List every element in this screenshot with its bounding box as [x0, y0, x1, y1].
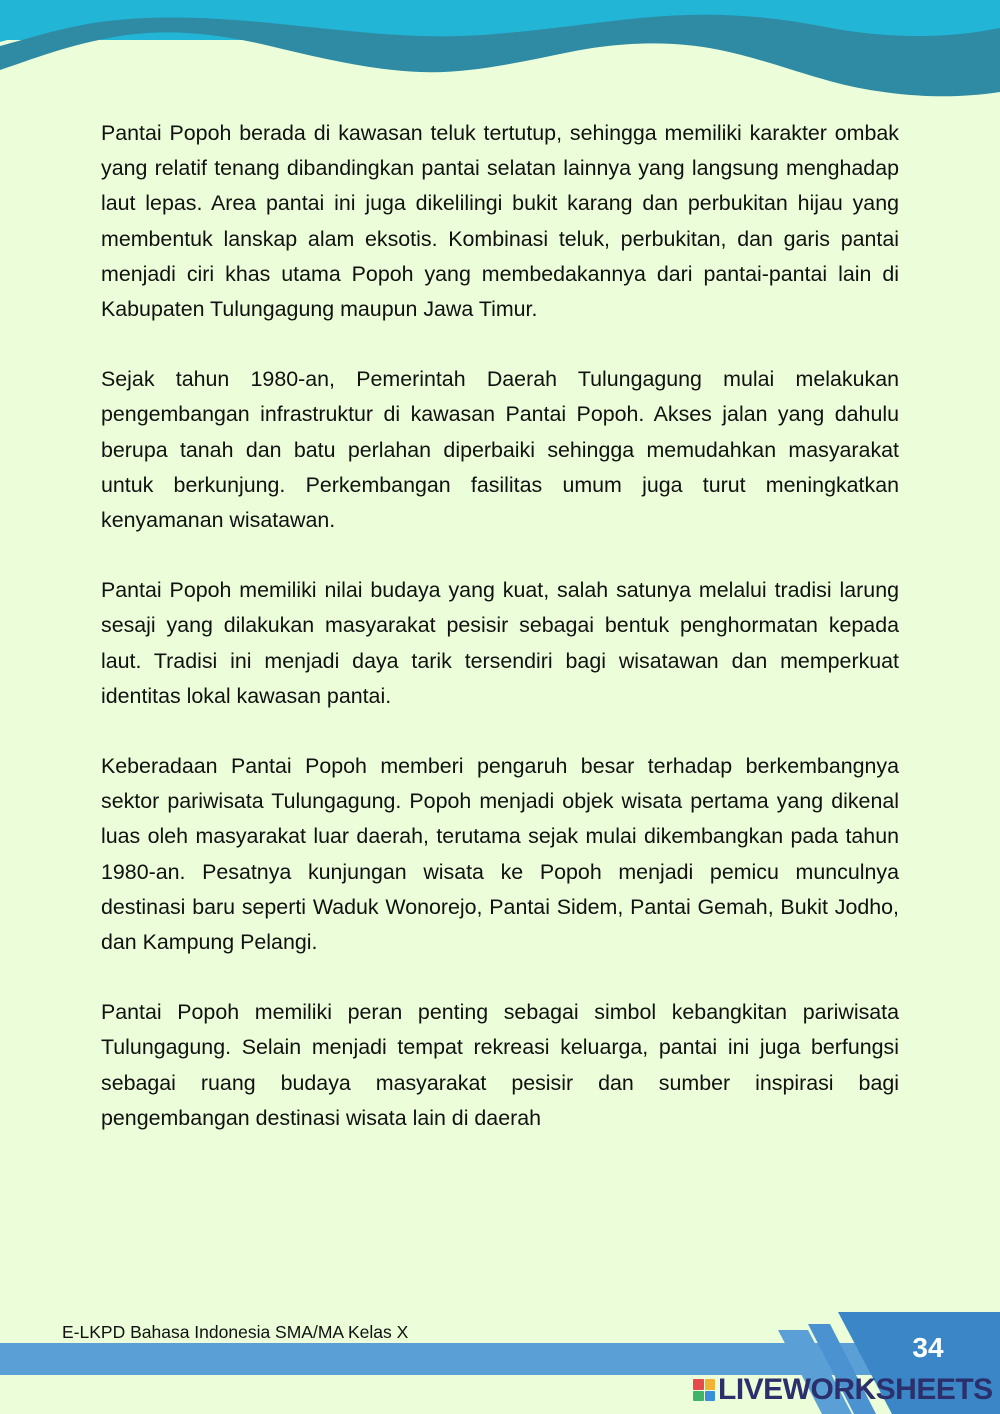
paragraph-1: Pantai Popoh berada di kawasan teluk tertutup, sehingga memiliki karakter ombak yang relatif tenang dibandingkan pantai selatan lainnya yang langsung menghadap laut lepas. Area pantai ini juga dikelilingi bukit karang dan perbukitan hijau yang membentuk lanskap alam eksotis. Kombinasi teluk, perbukitan, dan garis pantai menjadi ciri khas utama Popoh yang membedakannya dari pantai-pantai lain di Kabupaten Tulungagung maupun Jawa Timur. [101, 121, 899, 322]
liveworksheets-logo-icon [693, 1379, 715, 1401]
liveworksheets-watermark [693, 1373, 993, 1407]
book-title: E-LKPD Bahasa Indonesia SMA/MA Kelas X [62, 1322, 409, 1342]
wave-header-decoration [0, 0, 1000, 110]
paragraph-4: Keberadaan Pantai Popoh memberi pengaruh besar terhadap berkembangnya sektor pariwisata Tulungagung. Popoh menjadi objek wisata pertama yang dikenal luas oleh masyarakat luar daerah, terutama sejak mulai dikembangkan pada tahun 1980-an. Pesatnya kunjungan wisata ke Popoh menjadi pemicu munculnya destinasi baru seperti Waduk Wonorejo, Pantai Sidem, Pantai Gemah, Bukit Jodho, dan Kampung Pelangi. [101, 754, 899, 955]
liveworksheets-brand: LIVEWORKSHEETS [718, 1373, 993, 1406]
paragraph-3: Pantai Popoh memiliki nilai budaya yang kuat, salah satunya melalui tradisi larung sesaji yang dilakukan masyarakat pesisir sebagai bentuk penghormatan kepada laut. Tradisi ini menjadi daya tarik tersendiri bagi wisatawan dan memperkuat identitas lokal kawasan pantai. [101, 578, 899, 708]
paragraph-2: Sejak tahun 1980-an, Pemerintah Daerah Tulungagung mulai melakukan pengembangan infrastruktur di kawasan Pantai Popoh. Akses jalan yang dahulu berupa tanah dan batu perlahan diperbaiki sehingga memudahkan masyarakat untuk berkunjung. Perkembangan fasilitas umum juga turut meningkatkan kenyamanan wisatawan. [101, 367, 899, 533]
page-number: 34 [912, 1332, 944, 1363]
paragraph-5: Pantai Popoh memiliki peran penting sebagai simbol kebangkitan pariwisata Tulungagung. Selain menjadi tempat rekreasi keluarga, pantai ini juga berfungsi sebagai ruang budaya masyarakat pesisir dan sumber inspirasi bagi pengembangan destinasi wisata lain di daerah [101, 1000, 899, 1130]
article-body [101, 116, 899, 1171]
